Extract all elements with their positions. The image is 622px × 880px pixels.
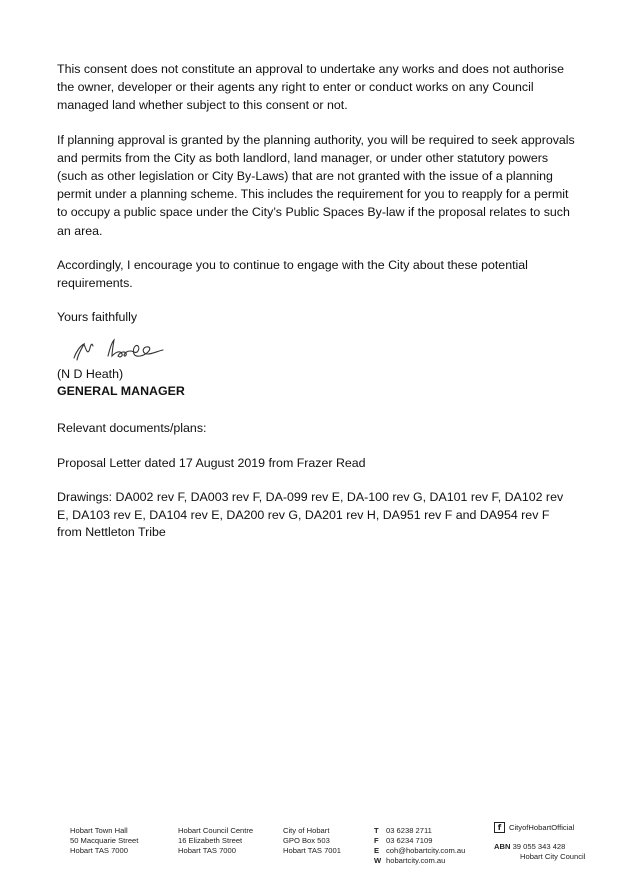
footer-email[interactable]: E coh@hobartcity.com.au xyxy=(374,846,466,855)
footer-contact-details xyxy=(374,826,465,866)
footer-abn: ABN 39 055 343 428 xyxy=(494,842,566,851)
relevant-documents xyxy=(57,420,577,542)
footer-phone: T 03 6238 2711 xyxy=(374,826,432,835)
drawings-list: Drawings: DA002 rev F, DA003 rev F, DA-099 rev E, DA-100 rev G, DA101 rev F, DA102 rev E, DA103 rev E, DA104 rev E, DA200 rev G, DA201 rev H, DA951 rev F and DA954 rev F from Nettleton Tribe xyxy=(57,490,564,539)
documents-heading: Relevant documents/plans: xyxy=(57,421,207,435)
footer-council-name: Hobart City Council xyxy=(520,852,586,861)
facebook-handle: CityofHobartOfficial xyxy=(509,822,575,832)
closing-salutation: Yours faithfully xyxy=(57,310,138,325)
paragraph-approvals: If planning approval is granted by the planning authority, you will be required to seek approvals and permits from the City as both landlord, land manager, or under other statutory powers (such as other legislation or City By-Laws) that are not granted with the issue of a planning permit under a planning scheme. This includes the requirement for you to reapply for a permit to occupy a public space under the City’s Public Spaces By-law if the proposal relates to such an area. xyxy=(57,132,575,238)
handwritten-signature xyxy=(68,334,178,366)
footer-town-hall-address: Hobart Town Hall 50 Macquarie Street Hobart TAS 7000 xyxy=(70,826,139,855)
footer-fax: F 03 6234 7109 xyxy=(374,836,433,845)
letter-body xyxy=(57,60,577,326)
footer-website[interactable]: W hobartcity.com.au xyxy=(374,856,446,865)
footer-social-abn xyxy=(494,822,586,862)
signatory-initials: (N D Heath) xyxy=(57,367,124,381)
proposal-letter-line: Proposal Letter dated 17 August 2019 from Frazer Read xyxy=(57,455,366,470)
footer-council-centre-address: Hobart Council Centre 16 Elizabeth Street Hobart TAS 7000 xyxy=(178,826,254,855)
signatory-title: GENERAL MANAGER xyxy=(57,384,185,398)
paragraph-consent: This consent does not constitute an approval to undertake any works and does not authorise the owner, developer or their agents any right to enter or conduct works on any Council managed land whether subject to this consent or not. xyxy=(57,62,564,113)
paragraph-engage: Accordingly, I encourage you to continue to engage with the City about these potential requirements. xyxy=(57,257,528,291)
facebook-icon: f xyxy=(494,822,505,833)
footer-facebook-link[interactable] xyxy=(494,822,585,833)
signature-block xyxy=(57,366,185,400)
footer-postal-address: City of Hobart GPO Box 503 Hobart TAS 7001 xyxy=(283,826,341,855)
